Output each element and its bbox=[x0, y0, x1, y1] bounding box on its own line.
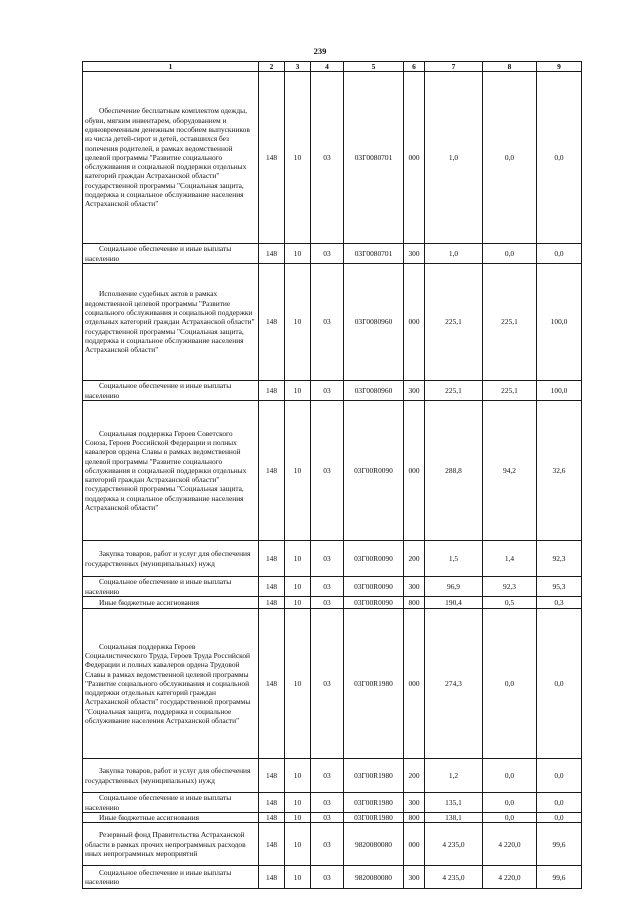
cell-col-8: 225,1 bbox=[483, 381, 537, 401]
cell-col-9: 100,0 bbox=[537, 381, 582, 401]
column-number-5: 5 bbox=[344, 62, 404, 72]
row-name-text: Обеспечение бесплатным комплектом одежды, обуви, мягким инвентарем, оборудованием и единовременным денежным пособием выпускников из числа детей-сирот и детей, оставшихся без попечения родителей, в рамках ведомственной целевой программы "Развитие социального обслуживания и социальной поддержки отдельных категорий граждан Астраханской области" государственной программы "Социальная защита, поддержка и социальное обслуживание населения Астраханской области" bbox=[85, 106, 250, 209]
cell-col-9: 0,0 bbox=[537, 813, 582, 823]
cell-col-4: 03 bbox=[311, 823, 344, 866]
cell-col-4: 03 bbox=[311, 866, 344, 889]
cell-col-2: 148 bbox=[259, 244, 285, 264]
cell-col-2: 148 bbox=[259, 609, 285, 759]
cell-col-2: 148 bbox=[259, 813, 285, 823]
cell-col-4: 03 bbox=[311, 72, 344, 244]
cell-col-5: 03Г00R1980 bbox=[344, 813, 404, 823]
cell-col-4: 03 bbox=[311, 401, 344, 541]
column-number-1: 1 bbox=[83, 62, 259, 72]
row-name bbox=[83, 541, 259, 577]
row-name-text: Резервный фонд Правительства Астраханской области в рамках прочих непрограммных расходов иных непрограммных мероприятий bbox=[85, 830, 246, 858]
table-row bbox=[83, 541, 582, 577]
cell-col-3: 10 bbox=[285, 72, 311, 244]
cell-col-3: 10 bbox=[285, 244, 311, 264]
row-name bbox=[83, 813, 259, 823]
cell-col-4: 03 bbox=[311, 813, 344, 823]
cell-col-2: 148 bbox=[259, 866, 285, 889]
cell-col-7: 274,3 bbox=[425, 609, 483, 759]
row-name bbox=[83, 72, 259, 244]
cell-col-8: 94,2 bbox=[483, 401, 537, 541]
budget-table bbox=[82, 61, 582, 889]
cell-col-6: 800 bbox=[404, 813, 425, 823]
row-name bbox=[83, 597, 259, 609]
cell-col-7: 1,0 bbox=[425, 72, 483, 244]
cell-col-5: 03Г00R1980 bbox=[344, 759, 404, 793]
column-number-9: 9 bbox=[537, 62, 582, 72]
cell-col-6: 000 bbox=[404, 823, 425, 866]
cell-col-8: 0,0 bbox=[483, 793, 537, 813]
row-name bbox=[83, 823, 259, 866]
cell-col-5: 03Г00R1980 bbox=[344, 793, 404, 813]
cell-col-5: 9820080080 bbox=[344, 823, 404, 866]
cell-col-6: 000 bbox=[404, 401, 425, 541]
cell-col-9: 95,3 bbox=[537, 577, 582, 597]
cell-col-6: 200 bbox=[404, 759, 425, 793]
row-name bbox=[83, 381, 259, 401]
row-name-text: Социальное обеспечение и иные выплаты населению bbox=[85, 793, 232, 812]
cell-col-8: 225,1 bbox=[483, 264, 537, 381]
row-name bbox=[83, 866, 259, 889]
cell-col-8: 4 220,0 bbox=[483, 823, 537, 866]
cell-col-8: 1,4 bbox=[483, 541, 537, 577]
row-name-text: Социальная поддержка Героев Советского Союза, Героев Российской Федерации и полных кавалеров ордена Славы в рамках ведомственной целевой программы "Развитие социального обслуживания и социальной поддержки отдельных категорий граждан Астраханской области" государственной программы "Социальная защита, поддержка и социальное обслуживание населения Астраханской области" bbox=[85, 428, 247, 513]
cell-col-7: 4 235,0 bbox=[425, 866, 483, 889]
cell-col-4: 03 bbox=[311, 609, 344, 759]
row-name bbox=[83, 609, 259, 759]
cell-col-9: 0,0 bbox=[537, 793, 582, 813]
table-row bbox=[83, 401, 582, 541]
cell-col-9: 100,0 bbox=[537, 264, 582, 381]
cell-col-2: 148 bbox=[259, 597, 285, 609]
row-name bbox=[83, 793, 259, 813]
cell-col-4: 03 bbox=[311, 541, 344, 577]
cell-col-3: 10 bbox=[285, 381, 311, 401]
cell-col-8: 0,0 bbox=[483, 244, 537, 264]
row-name-text: Социальное обеспечение и иные выплаты населению bbox=[85, 381, 232, 400]
cell-col-3: 10 bbox=[285, 264, 311, 381]
row-name bbox=[83, 577, 259, 597]
row-name-text: Иные бюджетные ассигнования bbox=[99, 813, 200, 822]
table-row bbox=[83, 813, 582, 823]
cell-col-6: 300 bbox=[404, 381, 425, 401]
cell-col-8: 0,0 bbox=[483, 813, 537, 823]
cell-col-6: 300 bbox=[404, 793, 425, 813]
cell-col-2: 148 bbox=[259, 401, 285, 541]
table-row bbox=[83, 577, 582, 597]
cell-col-3: 10 bbox=[285, 597, 311, 609]
cell-col-7: 190,4 bbox=[425, 597, 483, 609]
cell-col-6: 200 bbox=[404, 541, 425, 577]
cell-col-9: 99,6 bbox=[537, 823, 582, 866]
table-row bbox=[83, 72, 582, 244]
cell-col-4: 03 bbox=[311, 577, 344, 597]
cell-col-2: 148 bbox=[259, 823, 285, 866]
cell-col-3: 10 bbox=[285, 759, 311, 793]
row-name bbox=[83, 244, 259, 264]
cell-col-5: 03Г0080701 bbox=[344, 72, 404, 244]
row-name bbox=[83, 264, 259, 381]
row-name-text: Социальное обеспечение и иные выплаты населению bbox=[85, 244, 232, 263]
row-name-text: Иные бюджетные ассигнования bbox=[99, 597, 200, 607]
column-number-6: 6 bbox=[404, 62, 425, 72]
cell-col-5: 03Г00R0090 bbox=[344, 541, 404, 577]
table-row bbox=[83, 866, 582, 889]
cell-col-3: 10 bbox=[285, 401, 311, 541]
page-number: 239 bbox=[313, 46, 327, 56]
cell-col-8: 0,0 bbox=[483, 609, 537, 759]
cell-col-6: 000 bbox=[404, 609, 425, 759]
column-number-2: 2 bbox=[259, 62, 285, 72]
cell-col-5: 03Г00R0090 bbox=[344, 577, 404, 597]
table-row bbox=[83, 823, 582, 866]
cell-col-4: 03 bbox=[311, 381, 344, 401]
cell-col-3: 10 bbox=[285, 823, 311, 866]
cell-col-7: 288,8 bbox=[425, 401, 483, 541]
cell-col-5: 03Г00R1980 bbox=[344, 609, 404, 759]
table-row bbox=[83, 244, 582, 264]
cell-col-3: 10 bbox=[285, 866, 311, 889]
cell-col-3: 10 bbox=[285, 609, 311, 759]
cell-col-7: 1,0 bbox=[425, 244, 483, 264]
cell-col-5: 03Г00R0090 bbox=[344, 597, 404, 609]
cell-col-5: 9820080080 bbox=[344, 866, 404, 889]
column-number-row bbox=[83, 62, 582, 72]
cell-col-6: 000 bbox=[404, 72, 425, 244]
cell-col-6: 800 bbox=[404, 597, 425, 609]
row-name-text: Закупка товаров, работ и услуг для обеспечения государственных (муниципальных) нужд bbox=[85, 549, 251, 568]
cell-col-9: 0,0 bbox=[537, 72, 582, 244]
cell-col-8: 92,3 bbox=[483, 577, 537, 597]
cell-col-2: 148 bbox=[259, 264, 285, 381]
cell-col-7: 225,1 bbox=[425, 381, 483, 401]
cell-col-7: 138,1 bbox=[425, 813, 483, 823]
cell-col-2: 148 bbox=[259, 541, 285, 577]
cell-col-2: 148 bbox=[259, 577, 285, 597]
row-name-text: Закупка товаров, работ и услуг для обеспечения государственных (муниципальных) нужд bbox=[85, 766, 251, 785]
cell-col-9: 99,6 bbox=[537, 866, 582, 889]
cell-col-2: 148 bbox=[259, 793, 285, 813]
cell-col-2: 148 bbox=[259, 381, 285, 401]
cell-col-8: 0,0 bbox=[483, 72, 537, 244]
cell-col-3: 10 bbox=[285, 793, 311, 813]
cell-col-4: 03 bbox=[311, 264, 344, 381]
cell-col-6: 300 bbox=[404, 244, 425, 264]
column-number-4: 4 bbox=[311, 62, 344, 72]
cell-col-9: 92,3 bbox=[537, 541, 582, 577]
cell-col-9: 0,3 bbox=[537, 597, 582, 609]
cell-col-6: 300 bbox=[404, 866, 425, 889]
cell-col-6: 000 bbox=[404, 264, 425, 381]
cell-col-8: 0,0 bbox=[483, 759, 537, 793]
cell-col-4: 03 bbox=[311, 793, 344, 813]
cell-col-3: 10 bbox=[285, 577, 311, 597]
cell-col-2: 148 bbox=[259, 759, 285, 793]
column-number-3: 3 bbox=[285, 62, 311, 72]
cell-col-9: 32,6 bbox=[537, 401, 582, 541]
cell-col-5: 03Г0080960 bbox=[344, 264, 404, 381]
table-row bbox=[83, 759, 582, 793]
cell-col-2: 148 bbox=[259, 72, 285, 244]
cell-col-5: 03Г0080701 bbox=[344, 244, 404, 264]
cell-col-9: 0,0 bbox=[537, 244, 582, 264]
cell-col-5: 03Г0080960 bbox=[344, 381, 404, 401]
table-row bbox=[83, 381, 582, 401]
row-name-text: Исполнение судебных актов в рамках ведомственной целевой программы "Развитие социального обслуживания и социальной поддержки отдельных категорий граждан Астраханской области" государственной программы "Социальная защита, поддержка и социальное обслуживание населения Астраханской области" bbox=[85, 289, 255, 355]
cell-col-8: 0,5 bbox=[483, 597, 537, 609]
table-row bbox=[83, 609, 582, 759]
cell-col-3: 10 bbox=[285, 813, 311, 823]
row-name-text: Социальная поддержка Героев Социалистического Труда, Героев Труда Российской Федерации и полных кавалеров ордена Трудовой Славы в рамках ведомственной целевой программы "Развитие социального обслуживания и социальной поддержки отдельных категорий граждан Астраханской области" государственной программы "Социальная защита, поддержка и социальное обслуживание населения Астраханской области" bbox=[85, 641, 251, 726]
table-row bbox=[83, 793, 582, 813]
cell-col-9: 0,0 bbox=[537, 609, 582, 759]
cell-col-7: 225,1 bbox=[425, 264, 483, 381]
cell-col-7: 1,5 bbox=[425, 541, 483, 577]
cell-col-6: 300 bbox=[404, 577, 425, 597]
cell-col-5: 03Г00R0090 bbox=[344, 401, 404, 541]
cell-col-4: 03 bbox=[311, 759, 344, 793]
cell-col-9: 0,0 bbox=[537, 759, 582, 793]
row-name bbox=[83, 401, 259, 541]
cell-col-7: 135,1 bbox=[425, 793, 483, 813]
table-row bbox=[83, 597, 582, 609]
cell-col-4: 03 bbox=[311, 597, 344, 609]
column-number-7: 7 bbox=[425, 62, 483, 72]
cell-col-4: 03 bbox=[311, 244, 344, 264]
column-number-8: 8 bbox=[483, 62, 537, 72]
cell-col-3: 10 bbox=[285, 541, 311, 577]
cell-col-7: 96,9 bbox=[425, 577, 483, 597]
row-name bbox=[83, 759, 259, 793]
table-row bbox=[83, 264, 582, 381]
row-name-text: Социальное обеспечение и иные выплаты населению bbox=[85, 577, 232, 596]
cell-col-8: 4 220,0 bbox=[483, 866, 537, 889]
cell-col-7: 1,2 bbox=[425, 759, 483, 793]
row-name-text: Социальное обеспечение и иные выплаты населению bbox=[85, 868, 232, 887]
cell-col-7: 4 235,0 bbox=[425, 823, 483, 866]
